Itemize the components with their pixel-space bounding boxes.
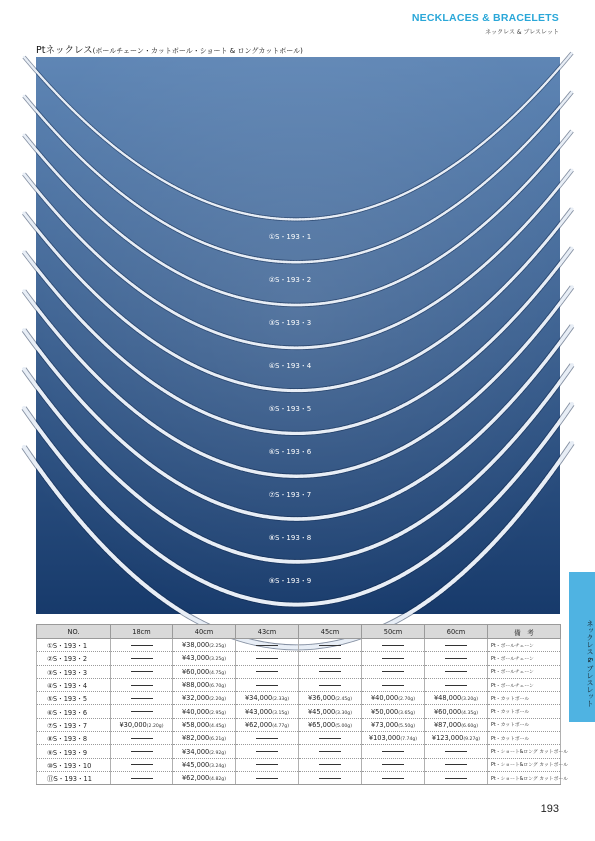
empty-cell bbox=[425, 639, 488, 652]
weight: (2.95g) bbox=[209, 710, 226, 716]
note-cell: Pt・カットボール bbox=[488, 732, 561, 745]
chain-label: ⑥S・193・6 bbox=[268, 448, 312, 456]
price: ¥34,000 bbox=[244, 694, 273, 703]
page-title-sub: (ボールチェーン・カットボール・ショート & ロングカットボール) bbox=[92, 47, 303, 55]
dash bbox=[382, 671, 404, 672]
product-number: ⑥S・193・6 bbox=[37, 705, 111, 718]
dash bbox=[319, 778, 341, 779]
dash bbox=[131, 698, 153, 699]
dash bbox=[256, 671, 278, 672]
dash bbox=[131, 764, 153, 765]
dash bbox=[382, 685, 404, 686]
price: ¥38,000 bbox=[181, 641, 210, 650]
table-header-cell: 18cm bbox=[111, 625, 173, 639]
dash bbox=[131, 645, 153, 646]
weight: (5.00g) bbox=[335, 723, 352, 729]
price: ¥103,000 bbox=[368, 734, 401, 743]
price: ¥123,000 bbox=[431, 734, 464, 743]
weight: (2.25g) bbox=[209, 644, 226, 650]
weight: (2.20g) bbox=[146, 723, 164, 729]
price-cell bbox=[362, 732, 425, 745]
dash bbox=[256, 658, 278, 659]
weight: (2.33g) bbox=[272, 697, 289, 703]
price: ¥45,000 bbox=[307, 707, 336, 716]
table-row bbox=[37, 678, 561, 691]
price: ¥32,000 bbox=[181, 694, 210, 703]
price-cell bbox=[173, 665, 236, 678]
empty-cell bbox=[362, 758, 425, 771]
weight: (4.77g) bbox=[272, 723, 289, 729]
note-cell: Pt・ボールチェーン bbox=[488, 678, 561, 691]
empty-cell bbox=[236, 745, 299, 758]
weight: (4.75g) bbox=[209, 670, 226, 676]
price: ¥65,000 bbox=[307, 720, 336, 729]
price-cell bbox=[173, 678, 236, 691]
empty-cell bbox=[236, 758, 299, 771]
price-table bbox=[36, 624, 568, 785]
price-cell bbox=[299, 692, 362, 705]
price-cell bbox=[173, 758, 236, 771]
product-number: ⑧S・193・8 bbox=[37, 732, 111, 745]
product-number: ①S・193・1 bbox=[37, 639, 111, 652]
chain-label: ②S・193・2 bbox=[268, 276, 312, 284]
empty-cell bbox=[299, 665, 362, 678]
product-number: ⑪S・193・11 bbox=[37, 771, 111, 784]
note-cell: Pt・ショート&ロング カットボール bbox=[488, 771, 561, 784]
product-number: ②S・193・2 bbox=[37, 652, 111, 665]
dash bbox=[131, 658, 153, 659]
price: ¥82,000 bbox=[181, 734, 210, 743]
chain-label: ⑤S・193・5 bbox=[268, 405, 312, 413]
empty-cell bbox=[111, 732, 173, 745]
price: ¥50,000 bbox=[370, 707, 399, 716]
dash bbox=[131, 738, 153, 739]
weight: (4.45g) bbox=[209, 723, 226, 729]
table-row bbox=[37, 705, 561, 718]
table-header-cell: 60cm bbox=[425, 625, 488, 639]
price-cell bbox=[173, 652, 236, 665]
price-cell bbox=[299, 705, 362, 718]
empty-cell bbox=[236, 665, 299, 678]
price: ¥40,000 bbox=[370, 694, 399, 703]
weight: (7.74g) bbox=[400, 737, 418, 743]
header-title: NECKLACES & BRACELETS bbox=[411, 12, 559, 24]
price-cell bbox=[425, 705, 488, 718]
table-row bbox=[37, 639, 561, 652]
dash bbox=[319, 671, 341, 672]
empty-cell bbox=[299, 639, 362, 652]
weight: (2.20g) bbox=[209, 697, 226, 703]
weight: (3.30g) bbox=[335, 710, 352, 716]
dash bbox=[445, 751, 467, 752]
note-cell: Pt・カットボール bbox=[488, 718, 561, 731]
dash bbox=[445, 778, 467, 779]
dash bbox=[131, 778, 153, 779]
side-tab-label: ネックレス & ブレスレット bbox=[586, 620, 594, 707]
table-row bbox=[37, 771, 561, 784]
dash bbox=[131, 671, 153, 672]
note-cell: Pt・カットボール bbox=[488, 692, 561, 705]
table-header-cell: 45cm bbox=[299, 625, 362, 639]
page-title-main: Ptネックレス bbox=[36, 45, 93, 56]
price-cell bbox=[362, 692, 425, 705]
price: ¥30,000 bbox=[119, 720, 147, 729]
price-cell bbox=[362, 718, 425, 731]
empty-cell bbox=[236, 652, 299, 665]
empty-cell bbox=[111, 678, 173, 691]
price: ¥62,000 bbox=[181, 774, 210, 783]
table-header-cell: 40cm bbox=[173, 625, 236, 639]
price-cell bbox=[236, 718, 299, 731]
table-row bbox=[37, 692, 561, 705]
empty-cell bbox=[362, 665, 425, 678]
dash bbox=[256, 685, 278, 686]
empty-cell bbox=[425, 771, 488, 784]
dash bbox=[131, 711, 153, 712]
empty-cell bbox=[362, 745, 425, 758]
empty-cell bbox=[299, 771, 362, 784]
dash bbox=[445, 671, 467, 672]
weight: (3.20g) bbox=[461, 697, 478, 703]
dash bbox=[319, 685, 341, 686]
price: ¥45,000 bbox=[181, 760, 210, 769]
price: ¥62,000 bbox=[244, 720, 273, 729]
note-cell: Pt・ショート&ロング カットボール bbox=[488, 745, 561, 758]
price-cell bbox=[173, 745, 236, 758]
table-row bbox=[37, 732, 561, 745]
dash bbox=[256, 738, 278, 739]
table-row bbox=[37, 665, 561, 678]
weight: (3.15g) bbox=[272, 710, 289, 716]
dash bbox=[256, 778, 278, 779]
empty-cell bbox=[299, 745, 362, 758]
price: ¥58,000 bbox=[181, 720, 210, 729]
weight: (3.65g) bbox=[398, 710, 415, 716]
price-cell bbox=[236, 705, 299, 718]
price-cell bbox=[173, 692, 236, 705]
empty-cell bbox=[299, 678, 362, 691]
empty-cell bbox=[425, 652, 488, 665]
table-row bbox=[37, 745, 561, 758]
empty-cell bbox=[111, 665, 173, 678]
product-number: ④S・193・4 bbox=[37, 678, 111, 691]
table-header-row bbox=[37, 625, 561, 639]
empty-cell bbox=[362, 639, 425, 652]
empty-cell bbox=[299, 652, 362, 665]
dash bbox=[256, 751, 278, 752]
chain-label: ⑪S・193・11 bbox=[266, 663, 314, 671]
empty-cell bbox=[236, 771, 299, 784]
empty-cell bbox=[111, 705, 173, 718]
note-cell: Pt・ボールチェーン bbox=[488, 652, 561, 665]
empty-cell bbox=[299, 758, 362, 771]
dash bbox=[319, 645, 341, 646]
price-cell bbox=[425, 732, 488, 745]
price: ¥34,000 bbox=[181, 747, 210, 756]
weight: (6.21g) bbox=[209, 737, 226, 743]
weight: (2.70g) bbox=[398, 697, 415, 703]
empty-cell bbox=[425, 678, 488, 691]
side-tab bbox=[569, 572, 595, 722]
weight: (2.45g) bbox=[335, 697, 352, 703]
dash bbox=[319, 751, 341, 752]
empty-cell bbox=[425, 758, 488, 771]
note-cell: Pt・ボールチェーン bbox=[488, 665, 561, 678]
price-cell bbox=[173, 639, 236, 652]
price-cell bbox=[425, 692, 488, 705]
page-title bbox=[36, 42, 303, 56]
price: ¥43,000 bbox=[244, 707, 273, 716]
empty-cell bbox=[425, 745, 488, 758]
price-cell bbox=[425, 718, 488, 731]
price: ¥36,000 bbox=[307, 694, 336, 703]
empty-cell bbox=[236, 639, 299, 652]
dash bbox=[382, 778, 404, 779]
product-number: ⑩S・193・10 bbox=[37, 758, 111, 771]
empty-cell bbox=[111, 771, 173, 784]
price-cell bbox=[173, 732, 236, 745]
price-cell bbox=[236, 692, 299, 705]
weight: (3.25g) bbox=[209, 657, 226, 663]
dash bbox=[382, 751, 404, 752]
price: ¥48,000 bbox=[433, 694, 462, 703]
page-number: 193 bbox=[540, 803, 559, 815]
weight: (9.27g) bbox=[463, 737, 481, 743]
header-subtitle: ネックレス & ブレスレット bbox=[485, 29, 559, 36]
weight: (4.35g) bbox=[461, 710, 478, 716]
dash bbox=[445, 658, 467, 659]
dash bbox=[256, 645, 278, 646]
empty-cell bbox=[236, 732, 299, 745]
chain-label: ⑦S・193・7 bbox=[268, 491, 312, 499]
price-cell bbox=[173, 771, 236, 784]
empty-cell bbox=[236, 678, 299, 691]
empty-cell bbox=[425, 665, 488, 678]
empty-cell bbox=[111, 745, 173, 758]
dash bbox=[445, 764, 467, 765]
empty-cell bbox=[362, 652, 425, 665]
price: ¥40,000 bbox=[181, 707, 210, 716]
weight: (3.24g) bbox=[209, 763, 226, 769]
dash bbox=[445, 645, 467, 646]
empty-cell bbox=[362, 771, 425, 784]
price-cell bbox=[111, 718, 173, 731]
price-cell bbox=[173, 705, 236, 718]
weight: (2.92g) bbox=[209, 750, 226, 756]
product-number: ⑦S・193・7 bbox=[37, 718, 111, 731]
chain-label: ①S・193・1 bbox=[268, 233, 312, 241]
empty-cell bbox=[362, 678, 425, 691]
chain-label: ⑧S・193・8 bbox=[268, 534, 312, 542]
dash bbox=[131, 751, 153, 752]
note-cell: Pt・ボールチェーン bbox=[488, 639, 561, 652]
chain-label: ③S・193・3 bbox=[268, 319, 312, 327]
product-number: ③S・193・3 bbox=[37, 665, 111, 678]
empty-cell bbox=[299, 732, 362, 745]
price: ¥60,000 bbox=[433, 707, 462, 716]
table-header-cell: 43cm bbox=[236, 625, 299, 639]
weight: (6.70g) bbox=[209, 684, 226, 690]
dash bbox=[445, 685, 467, 686]
table-row bbox=[37, 652, 561, 665]
weight: (5.50g) bbox=[398, 723, 415, 729]
price: ¥88,000 bbox=[181, 681, 210, 690]
price: ¥73,000 bbox=[370, 720, 399, 729]
table-header-cell: 備 考 bbox=[488, 625, 561, 639]
dash bbox=[319, 738, 341, 739]
weight: (4.82g) bbox=[209, 777, 226, 783]
dash bbox=[382, 658, 404, 659]
table-header-cell: NO. bbox=[37, 625, 111, 639]
dash bbox=[382, 645, 404, 646]
empty-cell bbox=[111, 652, 173, 665]
dash bbox=[382, 764, 404, 765]
dash bbox=[256, 764, 278, 765]
table-row bbox=[37, 718, 561, 731]
chain-label: ⑨S・193・9 bbox=[268, 577, 312, 585]
table-header-cell: 50cm bbox=[362, 625, 425, 639]
product-number: ⑨S・193・9 bbox=[37, 745, 111, 758]
note-cell: Pt・ショート&ロング カットボール bbox=[488, 758, 561, 771]
price: ¥87,000 bbox=[433, 720, 462, 729]
table-row bbox=[37, 758, 561, 771]
dash bbox=[319, 764, 341, 765]
weight: (6.60g) bbox=[461, 723, 478, 729]
price-cell bbox=[173, 718, 236, 731]
chain-label: ④S・193・4 bbox=[268, 362, 312, 370]
price-cell bbox=[299, 718, 362, 731]
dash bbox=[131, 685, 153, 686]
note-cell: Pt・カットボール bbox=[488, 705, 561, 718]
product-number: ⑤S・193・5 bbox=[37, 692, 111, 705]
empty-cell bbox=[111, 758, 173, 771]
empty-cell bbox=[111, 639, 173, 652]
price: ¥43,000 bbox=[181, 654, 210, 663]
price-cell bbox=[362, 705, 425, 718]
price: ¥60,000 bbox=[181, 667, 210, 676]
empty-cell bbox=[111, 692, 173, 705]
dash bbox=[319, 658, 341, 659]
